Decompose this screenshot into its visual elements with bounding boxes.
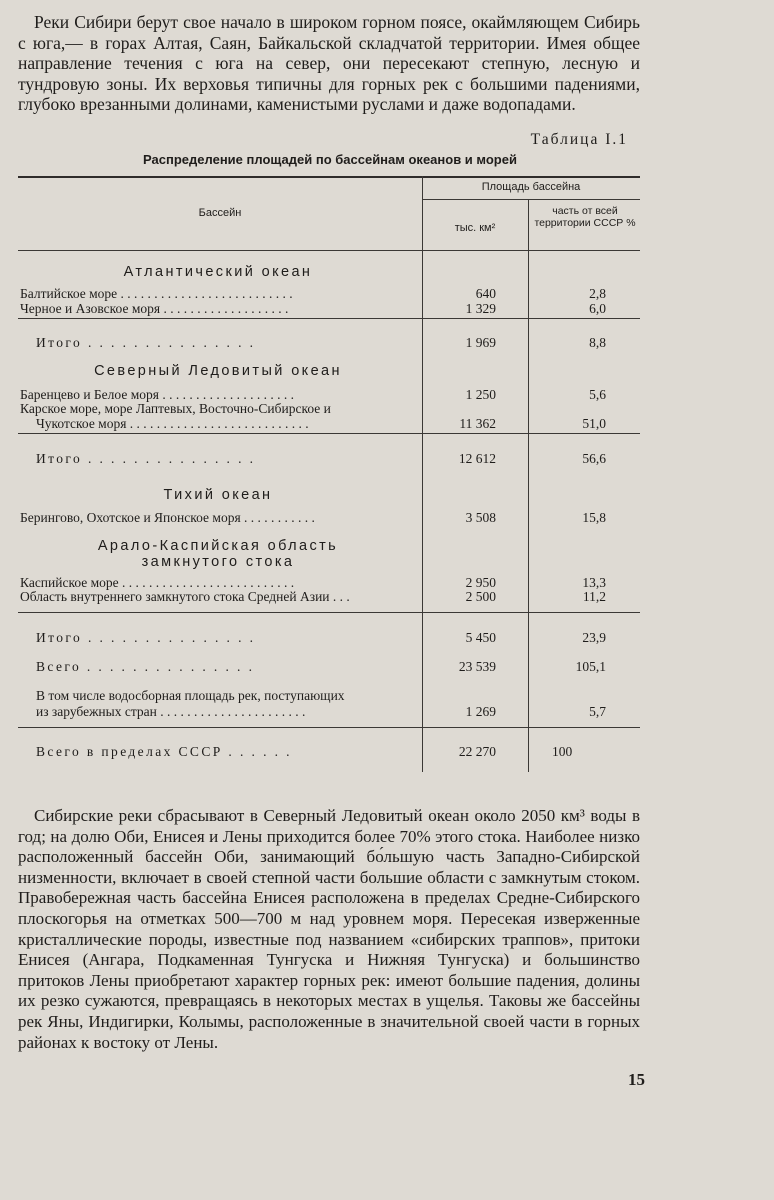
page-number: 15 [628,1070,645,1089]
row-share: 2,8 [589,286,606,301]
header-bottom-rule [18,250,640,251]
row-label: Балтийское море . . . . . . . . . . . . . . . . . . . . . . . . . . [20,286,293,301]
table-top-rule [18,176,640,178]
intro-paragraph: Реки Сибири берут свое начало в широком горном поясе, окаймляющем Сибирь с юга,— в горах Алтая, Саян, Байкальской складчатой территории. Имея общее направление течения с юга на север, они пересекают степную, лесную и тундровую зоны. Их верховья типичны для горных рек с большими падениями, глубоко врезанными долинами, каменистыми руслами и даже водопадами. [18,12,640,114]
header-thousand-km2: тыс. км² [454,222,496,234]
foreign-label-line1: В том числе водосборная площадь рек, поступающих [36,688,345,703]
table-title: Распределение площадей по бассейнам океанов и морей [143,152,517,167]
row-area: 2 500 [465,589,496,604]
subtotal-area: 5 450 [465,630,496,645]
section-aral-caspian: Арало-Каспийская область [97,538,339,554]
row-share: 13,3 [582,575,606,590]
foreign-area: 1 269 [465,704,496,719]
ussr-total-area: 22 270 [458,744,496,759]
subtotal-share: 56,6 [582,451,606,466]
subtotal-area: 12 612 [458,451,496,466]
table-number: Таблица I.1 [530,131,628,148]
row-label: Черное и Азовское моря . . . . . . . . . . . . . . . . . . . [20,301,289,316]
row-share: 15,8 [582,510,606,525]
subtotal-rule [18,433,640,434]
row-label: Берингово, Охотское и Японское моря . . . . . . . . . . . [20,510,315,525]
row-area: 1 329 [465,301,496,316]
subtotal-rule [18,727,640,728]
header-basin: Бассейн [198,207,242,219]
grand-total-label: Всего . . . . . . . . . . . . . . . [36,659,255,674]
row-share: 11,2 [582,589,606,604]
subtotal-label: Итого . . . . . . . . . . . . . . . [36,335,256,350]
outro-paragraph: Сибирские реки сбрасывают в Северный Ледовитый океан около 2050 км³ воды в год; на долю Оби, Енисея и Лены приходится более 70% этого стока. Наиболее низко расположенный бассейн Оби, занимающий бо́льшую часть Западно-Сибирской низменности, включает в своей степной части большие области с замкнутым стоком. Правобережная часть бассейна Енисея расположена в пределах Средне-Сибирского плоскогорья на отметках 500—700 м над уровнем моря. Пересекая изверженные кристаллические породы, известные под названием «сибирских траппов», притоки Енисея (Ангара, Подкаменная Тунгуска и Нижняя Тунгуска) и большинство притоков Лены приобретают характер горных рек: имеют большие падения, долины их резко сужаются, превращаясь в некоторых местах в ущелья. Таковы же бассейны рек Яны, Индигирки, Колымы, расположенные в значительной своей части в горных районах к востоку от Лены. [18,806,640,1052]
row-label: Чукотское моря . . . . . . . . . . . . . . . . . . . . . . . . . . . [36,416,309,431]
header-share: часть от всей территории СССР % [534,205,636,229]
row-label: Область внутреннего замкнутого стока Средней Азии . . . [20,589,350,604]
row-area: 3 508 [465,510,496,525]
section-pacific: Тихий океан [163,487,273,503]
header-sub-rule [422,199,640,200]
row-area: 1 250 [465,387,496,402]
grand-total-share: 105,1 [575,659,606,674]
subtotal-share: 23,9 [582,630,606,645]
row-area: 11 362 [459,416,496,431]
row-share: 6,0 [589,301,606,316]
subtotal-label: Итого . . . . . . . . . . . . . . . [36,451,256,466]
row-share: 51,0 [582,416,606,431]
section-arctic: Северный Ледовитый океан [94,363,342,379]
subtotal-rule [18,318,640,319]
section-atlantic: Атлантический океан [123,264,313,280]
ussr-total-label: Всего в пределах СССР . . . . . . [36,744,292,759]
subtotal-share: 8,8 [589,335,606,350]
section-aral-caspian-line2: замкнутого стока [141,554,295,570]
column-divider-1 [422,176,423,772]
header-area: Площадь бассейна [481,181,581,193]
ussr-total-share: 100 [552,744,573,759]
subtotal-label: Итого . . . . . . . . . . . . . . . [36,630,256,645]
foreign-share: 5,7 [589,704,606,719]
row-area: 2 950 [465,575,496,590]
row-area: 640 [475,286,496,301]
column-divider-2 [528,199,529,772]
subtotal-area: 1 969 [465,335,496,350]
grand-total-area: 23 539 [458,659,496,674]
row-share: 5,6 [589,387,606,402]
row-label: Каспийское море . . . . . . . . . . . . . . . . . . . . . . . . . . [20,575,295,590]
foreign-label: из зарубежных стран . . . . . . . . . . . . . . . . . . . . . . [36,704,306,719]
subtotal-rule [18,612,640,613]
row-label: Баренцево и Белое моря . . . . . . . . . . . . . . . . . . . . [20,387,294,402]
row-label-line1: Карское море, море Лаптевых, Восточно-Сибирское и [20,401,331,416]
